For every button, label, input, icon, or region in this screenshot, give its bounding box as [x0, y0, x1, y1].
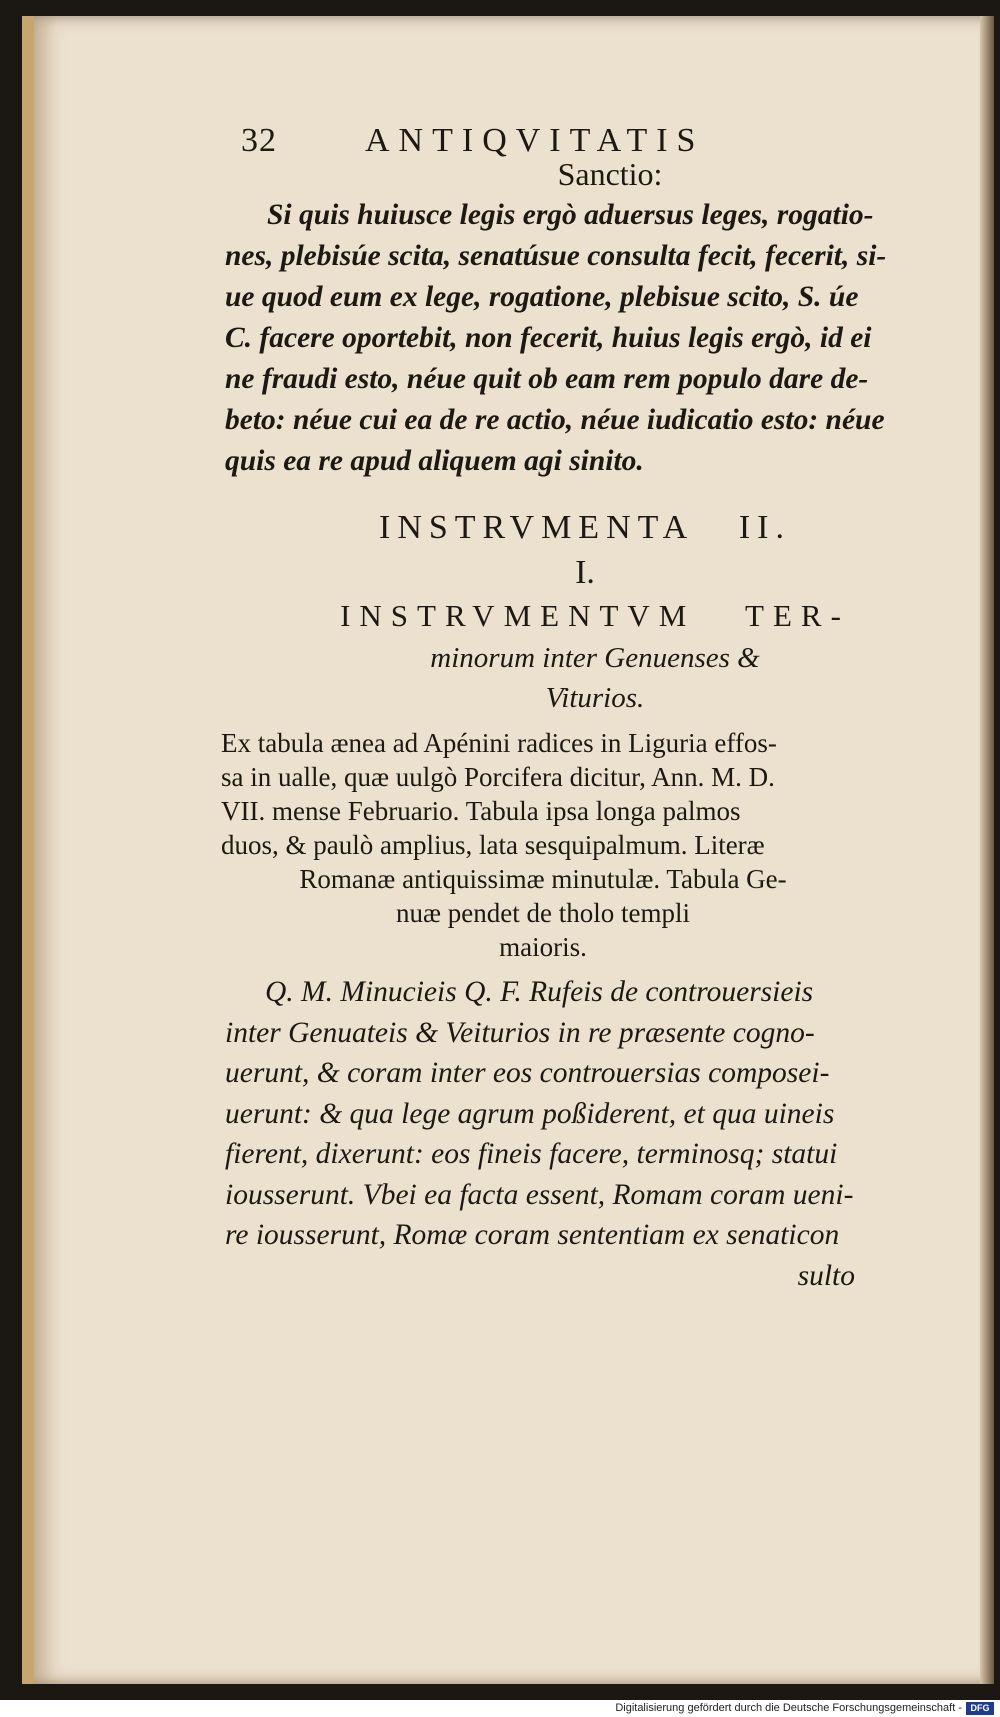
instrument-text [225, 972, 945, 1296]
text-line: nes, plebisúe scita, senatúsue consulta fecit, fecerit, si- [225, 240, 887, 272]
text-line: Q. M. Minucieis Q. F. Rufeis de controuersieis [265, 976, 814, 1008]
text-line: nuæ pendet de tholo templi [396, 898, 690, 928]
footer [0, 1700, 1000, 1717]
source-note [221, 726, 945, 964]
section-number: I. [575, 554, 595, 591]
page-edge [980, 16, 994, 1684]
text-line: Ex tabula ænea ad Apénini radices in Liguria effos- [221, 728, 777, 758]
text-line: C. facere oportebit, non fecerit, huius legis ergò, id ei [225, 322, 872, 354]
text-line: VII. mense Februario. Tabula ipsa longa palmos [221, 796, 741, 826]
text-line: beto: néue cui ea de re actio, néue iudicatio esto: néue [225, 404, 885, 436]
text-line: fierent, dixerunt: eos fineis facere, terminosq; statui [225, 1138, 838, 1170]
instrumentum-subtitle: minorum inter Genuenses & [430, 642, 760, 674]
sanctio-text [225, 195, 945, 482]
text-line: ue quod eum ex lege, rogatione, plebisue scito, S. úe [225, 281, 859, 313]
text-line: uerunt: & qua lege agrum poßiderent, et qua uineis [225, 1097, 835, 1130]
text-line: iousserunt. Vbei ea facta essent, Romam coram ueni- [225, 1178, 854, 1211]
instrumentum-title: INSTRVMENTVM TER- [340, 598, 850, 633]
text-line: inter Genuateis & Veiturios in re præsente cogno- [225, 1016, 815, 1049]
running-title: ANTIQVITATIS [365, 122, 705, 159]
page-content [221, 118, 945, 1296]
text-line: Romanæ antiquissimæ minutulæ. Tabula Ge- [299, 864, 787, 894]
text-line: uerunt, & coram inter eos controuersias composei- [225, 1057, 830, 1089]
text-line: sa in ualle, quæ uulgò Porcifera dicitur, Ann. M. D. [221, 762, 775, 792]
dfg-logo-icon: DFG [966, 1702, 994, 1715]
sanctio-heading: Sanctio: [557, 156, 663, 192]
text-line: duos, & paulò amplius, lata sesquipalmum. Literæ [221, 830, 765, 860]
page-number: 32 [241, 122, 277, 159]
text-line: maioris. [499, 932, 587, 962]
running-head [225, 118, 945, 164]
text-line: quis ea re apud aliquem agi sinito. [225, 445, 644, 477]
catchword: sulto [797, 1259, 855, 1292]
text-line: Si quis huiusce legis ergò aduersus leges, rogatio- [267, 199, 874, 231]
text-line: ne fraudi esto, néue quit ob eam rem populo dare de- [225, 363, 869, 395]
text-line: re iousserunt, Romæ coram sententiam ex senaticon [225, 1219, 840, 1251]
footer-credit: Digitalisierung gefördert durch die Deutsche Forschungsgemeinschaft - [615, 1702, 962, 1714]
instrumentum-subtitle-2: Viturios. [545, 682, 645, 714]
section-title: INSTRVMENTA II. [379, 509, 791, 546]
